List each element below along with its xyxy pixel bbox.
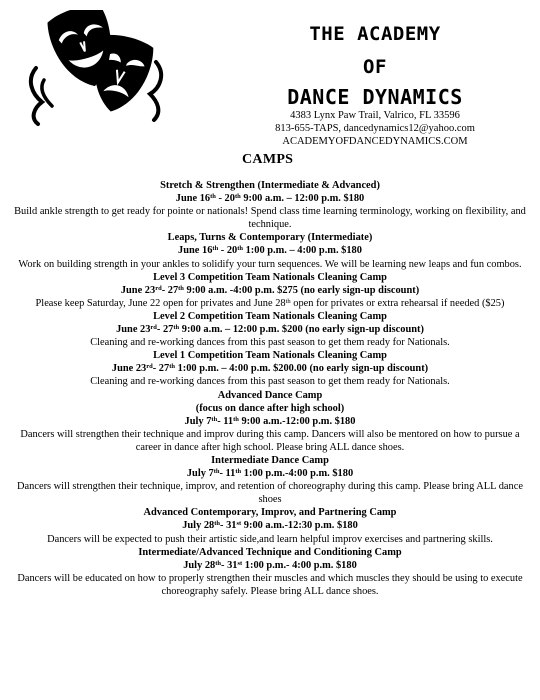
camps-heading: CAMPS <box>242 152 294 167</box>
camp-date: June 16th - 20th 1:00 p.m. – 4:00 p.m. $180 <box>178 245 362 257</box>
address-text: 4383 Lynx Paw Trail, Valrico, FL 33596 <box>290 110 460 121</box>
camp-item <box>8 389 532 454</box>
org-title-line3: DANCE DYNAMICS <box>287 85 463 109</box>
phone-email-text: 813-655-TAPS, dancedynamics12@yahoo.com <box>275 122 475 134</box>
camp-title: Level 3 Competition Team Nationals Cleaning Camp <box>153 271 387 283</box>
camp-title: Advanced Contemporary, Improv, and Partnering Camp <box>143 507 397 519</box>
camp-description: Dancers will strengthen their technique and improv during this camp. Dancers will also be mentored on how to pursue a career in dance after high school. Please bring ALL dance shoes. <box>20 428 520 453</box>
camp-description: Dancers will be expected to push their artistic side,and learn helpful improv exercises and partnering skills. <box>47 533 493 545</box>
camp-title: Advanced Dance Camp <box>217 389 323 401</box>
camp-description: Build ankle strength to get ready for pointe or nationals! Spend class time learning terminology, working on flexibility, and technique. <box>14 206 526 231</box>
camp-description: Work on building strength in your ankles to solidify your turn sequences. We will be learning new leaps and fun combos. <box>18 258 522 270</box>
camp-title: Leaps, Turns & Contemporary (Intermediate) <box>167 232 373 244</box>
contact-block <box>252 110 498 148</box>
camp-date: July 7th- 11th 9:00 a.m.-12:00 p.m. $180 <box>184 415 356 427</box>
camp-description: Dancers will be educated on how to properly strengthen their muscles and which muscles they should be using to execute choreography safely. Please bring ALL dance shoes. <box>17 572 523 597</box>
website-text: ACADEMYOFDANCEDYNAMICS.COM <box>282 135 468 147</box>
camp-title: Intermediate/Advanced Technique and Conditioning Camp <box>138 546 402 558</box>
camp-date: July 7th- 11th 1:00 p.m.-4:00 p.m. $180 <box>186 468 354 480</box>
camp-date: June 23rd- 27th 1:00 p.m. – 4:00 p.m. $200.00 (no early sign-up discount) <box>111 363 429 375</box>
camp-item <box>8 179 532 231</box>
camp-description: Cleaning and re-working dances from this past season to get them ready for Nationals. <box>90 337 450 349</box>
camp-item <box>8 271 532 310</box>
camp-item <box>8 349 532 388</box>
camp-date: June 23rd- 27th 9:00 a.m. – 12:00 p.m. $200 (no early sign-up discount) <box>116 324 424 336</box>
camp-item <box>8 231 532 270</box>
camp-title: Level 1 Competition Team Nationals Cleaning Camp <box>153 350 387 362</box>
org-title-line1: THE ACADEMY <box>309 23 441 45</box>
camp-item <box>8 310 532 349</box>
camp-date: June 16th - 20th 9:00 a.m. – 12:00 p.m. $180 <box>175 193 365 205</box>
camp-subtitle: (focus on dance after high school) <box>195 402 345 414</box>
camp-item <box>8 454 532 506</box>
camp-date: July 28th- 31st 1:00 p.m.- 4:00 p.m. $180 <box>183 559 357 571</box>
camp-date: July 28th- 31st 9:00 a.m.-12:30 p.m. $180 <box>182 520 358 532</box>
camp-title: Level 2 Competition Team Nationals Cleaning Camp <box>153 310 387 322</box>
camp-title: Intermediate Dance Camp <box>211 454 329 466</box>
camp-description: Dancers will strengthen their technique, improv, and retention of choreography during this camp. Please bring ALL dance shoes <box>17 481 523 506</box>
comedy-tragedy-masks-icon <box>28 10 166 128</box>
org-title-line2: OF <box>363 56 387 78</box>
camp-description: Please keep Saturday, June 22 open for privates and June 28th open for privates or extra rehearsal if needed ($25) <box>35 297 505 309</box>
camp-item <box>8 546 532 598</box>
camps-list <box>8 179 532 598</box>
camp-date: June 23rd- 27th 9:00 a.m. -4:00 p.m. $275 (no early sign-up discount) <box>120 284 420 296</box>
camp-description: Cleaning and re-working dances from this past season to get them ready for Nationals. <box>90 376 450 388</box>
camp-title: Stretch & Strengthen (Intermediate & Advanced) <box>160 180 380 191</box>
camp-item <box>8 506 532 545</box>
